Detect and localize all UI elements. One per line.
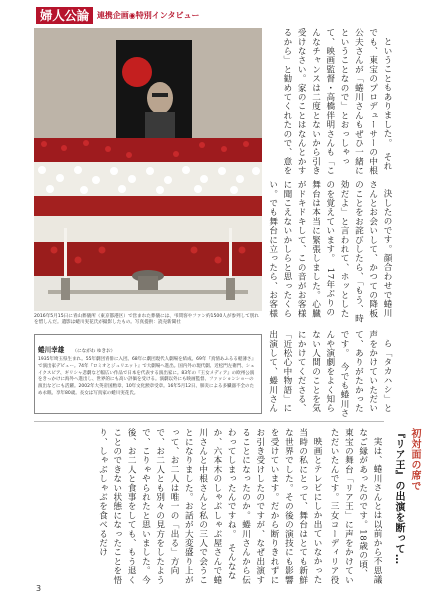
article-column-c	[266, 330, 394, 418]
section-heading-line1: 初対面の席で	[409, 428, 420, 491]
article-text-e: 実は、蜷川さんとは以前から不思議なご縁があったのです。18歳の頃、東宝の舞台「リア王」に声をかけていただいたんです。三女コーディリア役	[329, 428, 382, 585]
article-text-a: ということもありました。 それでも、東宝のプロデューサーの中根公夫さんが「蜷川さんもぜひ一緒にということなので」とおっしゃって、映画監督・高橋伴明さんも「こんなチャンスは二度とないから引き受けなさい。家のことはなんとかするから」と勧めてくれたので、意を	[281, 28, 392, 176]
page-number: 3	[36, 584, 42, 593]
section-heading	[386, 428, 422, 583]
series-title: 連携企画◉特別インタビュー	[96, 10, 200, 20]
magazine-brand-logo: 婦人公論	[36, 7, 93, 24]
magazine-header	[36, 6, 199, 24]
article-column-d	[34, 428, 324, 586]
bio-name: 蜷川幸雄	[38, 346, 65, 354]
photo-caption: 2016年5月15日に青山葬儀所（東京都港区）で営まれた葬儀には、弔問客やファン約1500人が参列して別れを惜しんだ。遺影は蜷川実花氏が撮影したもの。写真提供：読売新聞社	[34, 314, 259, 325]
biography-box	[34, 334, 262, 414]
bio-name-reading: （にながわ ゆきお）	[72, 349, 116, 354]
section-heading-line2: 『リア王』の出演を断って…	[393, 428, 404, 565]
section-divider	[34, 421, 384, 422]
article-text-d: 映画とテレビにしか出ていなかった当時の私にとって、舞台はとても新鮮な世界でした。その後の演技にも影響を受けています。だから断りきれずにお引き受けしたのですが、なぜ出演することになったのか。蜷川さんから伝わってしまったんですね。 そんななか、六本木のしゃぶしゃぶ屋さんで蜷川さんと中根さんと私の三人で会うことになりました。お話が大変盛り上がって、お二人は唯一の「出る」方向で、お二人とも別々の見方をしたようで、こりゃやられたと思いました。今後、お二人と食事をしても、もう退くことのできない状態になったことを悟り、しゃぶしゃぶを食べるだけ	[97, 428, 322, 585]
article-text-b: 決したのです。顔合わせで蜷川さんとお会いして、かつての降板のことをお詫びしたら、「もう、時効だよ」と言われて、ホッとしたのを覚えています。 17年ぶりの舞台は本当に緊張しました。心臓がドキドキして、この音がお客様に聞こえないかしらと思ったくらい。でも舞台に立ったら、お客様	[267, 180, 392, 323]
article-column-b	[266, 180, 394, 325]
funeral-photo	[34, 28, 262, 311]
article-column-e	[328, 428, 384, 586]
article-text-c: ら「タカハシ」と声をかけていただいて、ありがたかったです。 今でも蜷川さんや演劇をよく知らない人間のことを気にかけてくださる、「近松心中物語」に出演して、蜷川さん	[267, 330, 392, 418]
bio-text: 1935年埼玉県生まれ。55年劇団青俳に入団。68年に劇団現代人劇場を結成。69年『真情あふるる軽薄さ』で演出家デビュー。74年『ロミオとジュリエット』で大劇場へ進出。国内外の現代劇、近松門左衛門、シェイクスピア、ギリシャ悲劇など幅広い作品で日本を代表する演出家に。83年の『王女メディア』の欧州公演をきっかけに海外へ進出し、世界的にも高い評価を受ける。演劇以外にも映画監督、ファッションショーの演出などにも活躍。2002年大英帝国勲章、10年文化勲章受章。16年5月12日、肺炎による多臓器不全のため永眠。享年80歳。長女は写真家の蜷川実花氏。	[38, 357, 256, 396]
article-column-a	[266, 28, 394, 178]
